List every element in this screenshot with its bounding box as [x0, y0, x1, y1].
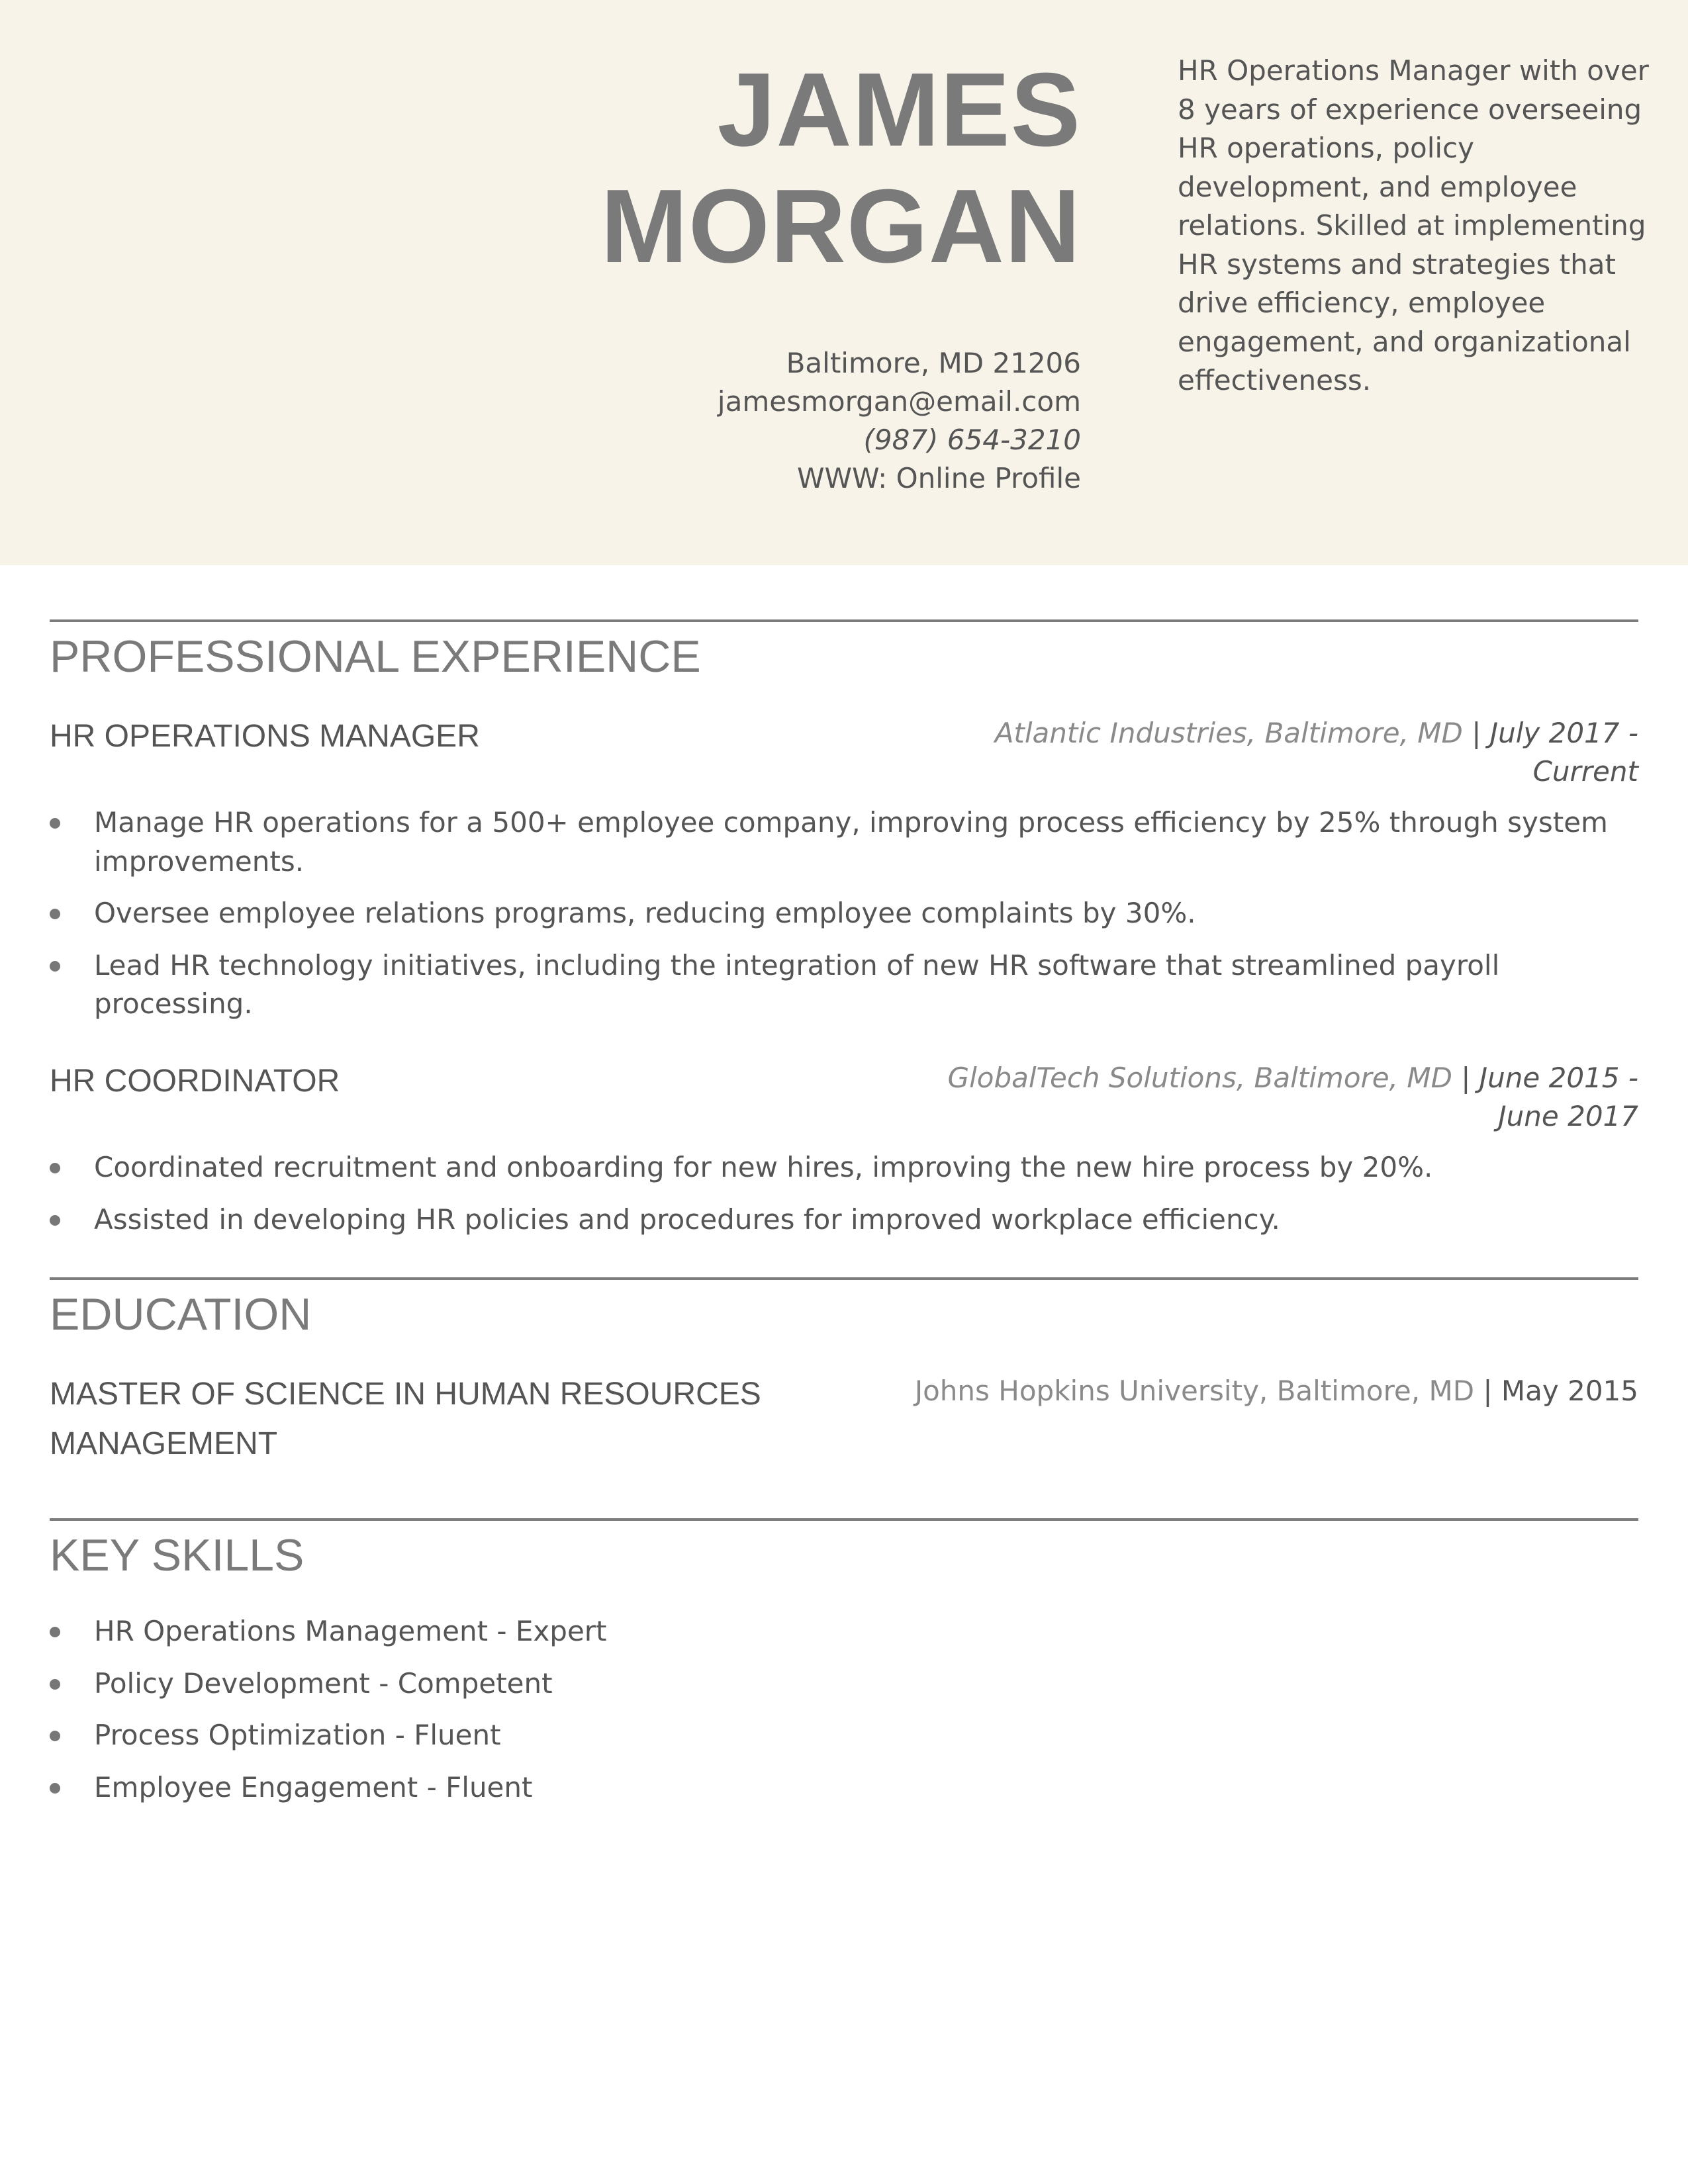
- skills-heading: KEY SKILLS: [50, 1530, 305, 1580]
- professional-summary: HR Operations Manager with over 8 years of experience overseeing HR operations, policy development, and employee relations. Skilled at implementing HR systems and strategies that drive efficiency, employee engagement, and organizational effectiveness.: [1178, 54, 1649, 396]
- list-item: Oversee employee relations programs, reducing employee complaints by 30%.: [50, 894, 1638, 933]
- list-item: Assisted in developing HR policies and procedures for improved workplace efficiency.: [50, 1201, 1638, 1240]
- job-title: HR COORDINATOR: [50, 1064, 340, 1099]
- job-location: , Baltimore, MD: [1236, 1062, 1452, 1094]
- list-item: Policy Development - Competent: [50, 1664, 1638, 1704]
- company-name: Atlantic Industries: [994, 717, 1247, 749]
- list-item: Manage HR operations for a 500+ employee company, improving process efficiency by 25% through system improvements.: [50, 803, 1638, 881]
- meta-separator: |: [1474, 1375, 1501, 1407]
- job-responsibilities: [50, 1148, 1638, 1252]
- job-meta: [844, 714, 1638, 791]
- list-item: Employee Engagement - Fluent: [50, 1768, 1638, 1807]
- email: jamesmorgan@email.com: [717, 385, 1081, 418]
- degree-title: MASTER OF SCIENCE IN HUMAN RESOURCES MANAGEMENT: [50, 1377, 761, 1461]
- job-dates-start: June 2015 -: [1479, 1062, 1638, 1094]
- first-name: JAMES: [717, 52, 1081, 168]
- job-responsibilities: [50, 803, 1638, 1037]
- list-item: Coordinated recruitment and onboarding for new hires, improving the new hire process by 20%.: [50, 1148, 1638, 1187]
- job-title: HR OPERATIONS MANAGER: [50, 719, 480, 754]
- section-divider: [50, 619, 1638, 622]
- website-link[interactable]: WWW: Online Profile: [796, 462, 1081, 494]
- education-meta: [844, 1372, 1638, 1410]
- list-item: Lead HR technology initiatives, including the integration of new HR software that streamlined payroll processing.: [50, 946, 1638, 1024]
- phone: (987) 654-3210: [863, 424, 1081, 456]
- meta-separator: |: [1452, 1062, 1479, 1094]
- address: Baltimore, MD 21206: [786, 347, 1081, 379]
- job-meta: [844, 1059, 1638, 1136]
- company-name: GlobalTech Solutions: [947, 1062, 1237, 1094]
- section-divider: [50, 1277, 1638, 1280]
- contact-info: [419, 344, 1081, 498]
- job-dates-end: June 2017: [1498, 1100, 1638, 1132]
- candidate-name: [353, 52, 1081, 285]
- skills-list: [50, 1612, 1638, 1820]
- section-divider: [50, 1518, 1638, 1521]
- resume-header: [0, 0, 1688, 565]
- school-name: Johns Hopkins University, Baltimore, MD: [914, 1375, 1475, 1407]
- last-name: MORGAN: [600, 168, 1081, 285]
- meta-separator: |: [1462, 717, 1490, 749]
- list-item: Process Optimization - Fluent: [50, 1716, 1638, 1755]
- graduation-date: May 2015: [1501, 1375, 1638, 1407]
- job-dates-end: Current: [1532, 755, 1638, 788]
- list-item: HR Operations Management - Expert: [50, 1612, 1638, 1651]
- experience-heading: PROFESSIONAL EXPERIENCE: [50, 631, 701, 682]
- job-dates-start: July 2017 -: [1489, 717, 1638, 749]
- education-heading: EDUCATION: [50, 1289, 312, 1340]
- job-location: , Baltimore, MD: [1246, 717, 1463, 749]
